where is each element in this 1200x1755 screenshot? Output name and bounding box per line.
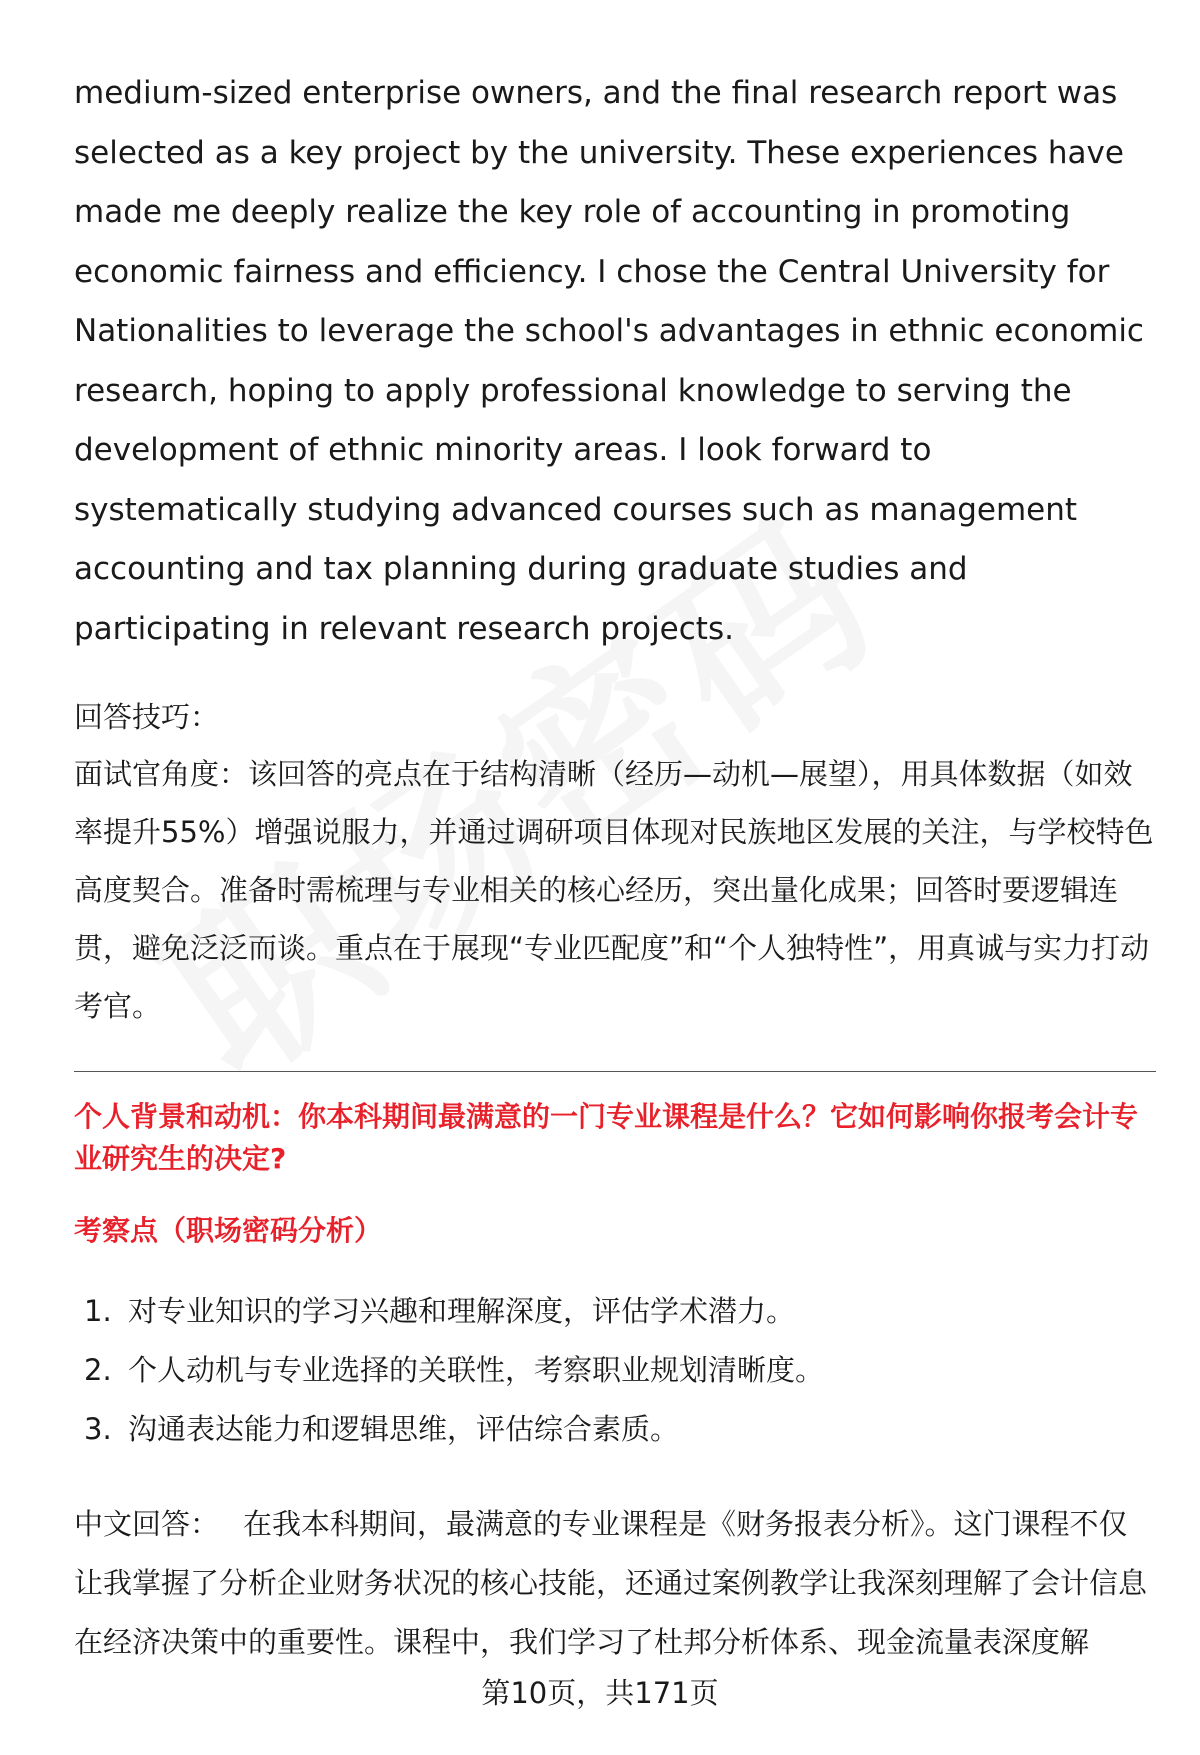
- answer-label: 中文回答：: [74, 1507, 220, 1541]
- list-item-text: 沟通表达能力和逻辑思维，评估综合素质。: [128, 1412, 680, 1446]
- answer-text: 在我本科期间，最满意的专业课程是《财务报表分析》。这门课程不仅让我掌握了分析企业财务状况的核心技能，还通过案例教学让我深刻理解了会计信息在经济决策中的重要性。课程中，我们学习了杜邦分析体系、现金流量表深度解: [74, 1507, 1148, 1659]
- analysis-heading: 考察点（职场密码分析）: [74, 1214, 383, 1247]
- section-divider: [74, 1071, 1156, 1072]
- page-number: 第10页，共171页: [481, 1676, 719, 1710]
- list-item-number: 1.: [84, 1294, 112, 1328]
- list-item: [74, 1400, 1154, 1459]
- tips-label: 回答技巧：: [74, 700, 220, 734]
- list-item-number: 3.: [84, 1412, 112, 1446]
- analysis-points-list: [74, 1282, 1154, 1459]
- answer-paragraph: [74, 1495, 1154, 1672]
- list-item-number: 2.: [84, 1353, 112, 1387]
- list-item: [74, 1341, 1154, 1400]
- tips-body: 面试官角度：该回答的亮点在于结构清晰（经历—动机—展望），用具体数据（如效率提升55%）增强说服力，并通过调研项目体现对民族地区发展的关注，与学校特色高度契合。准备时需梳理与专业相关的核心经历，突出量化成果；回答时要逻辑连贯，避免泛泛而谈。重点在于展现“专业匹配度”和“个人独特性”，用真诚与实力打动考官。: [74, 757, 1154, 1023]
- list-item-text: 对专业知识的学习兴趣和理解深度，评估学术潜力。: [128, 1294, 796, 1328]
- list-item-text: 个人动机与专业选择的关联性，考察职业规划清晰度。: [128, 1353, 825, 1387]
- page-content: [74, 64, 1154, 1672]
- intro-paragraph: medium-sized enterprise owners, and the final research report was selected as a key project by the university. These experiences have made me deeply realize the key role of accounting in promoting economic fairness and efficiency. I chose the Central University for Nationalities to leverage the school's advantages in ethnic economic research, hoping to apply professional knowledge to serving the development of ethnic minority areas. I look forward to systematically studying advanced courses such as management accounting and tax planning during graduate studies and participating in relevant research projects.: [74, 75, 1144, 647]
- question-heading: 个人背景和动机：你本科期间最满意的一门专业课程是什么？它如何影响你报考会计专业研究生的决定?: [74, 1100, 1139, 1175]
- list-item: [74, 1282, 1154, 1341]
